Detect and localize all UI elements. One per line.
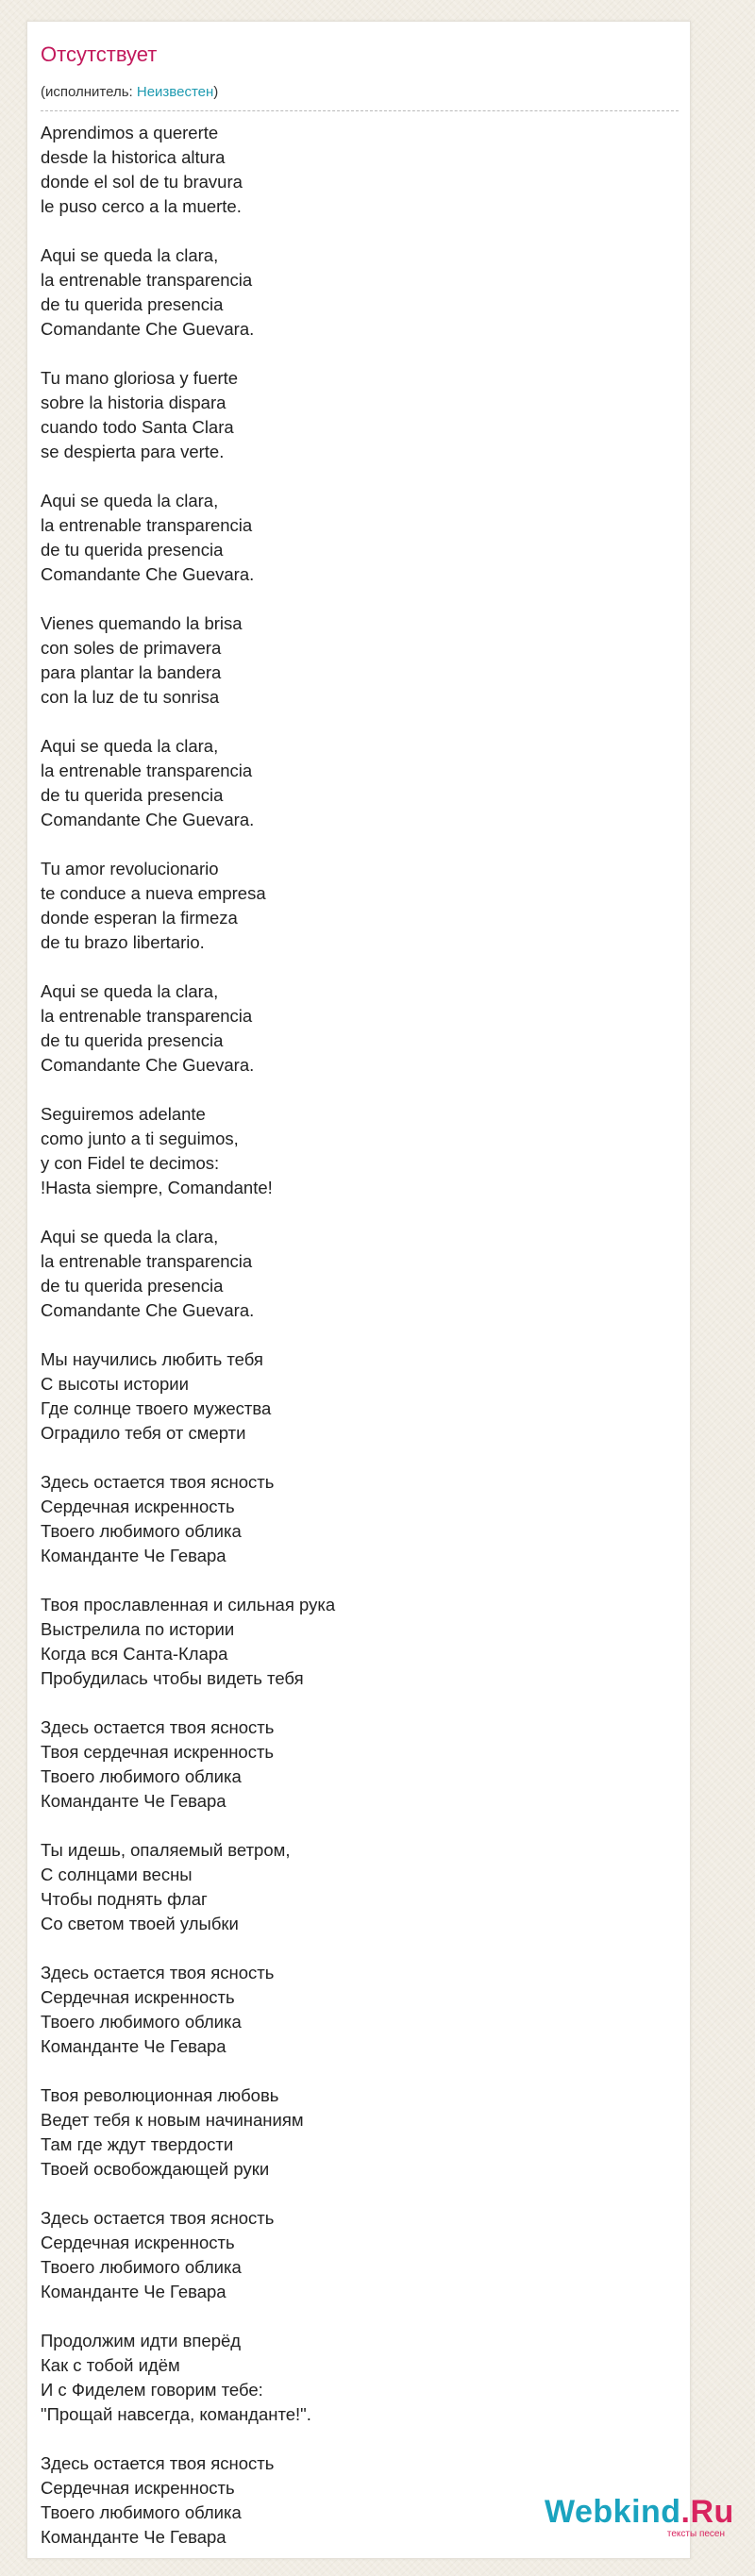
lyric-line: Команданте Че Гевара xyxy=(41,1546,226,1565)
logo-tagline: тексты песен xyxy=(666,2529,725,2539)
lyrics-stanza xyxy=(41,2206,673,2304)
lyric-line: Пробудилась чтобы видеть тебя xyxy=(41,1668,304,1688)
lyrics-body xyxy=(41,121,673,2574)
lyric-line: con soles de primavera xyxy=(41,638,222,658)
lyrics-stanza xyxy=(41,489,673,587)
lyric-line: Tu amor revolucionario xyxy=(41,859,219,878)
lyric-line: Сердечная искренность xyxy=(41,1987,235,2007)
lyric-line: Мы научились любить тебя xyxy=(41,1349,263,1369)
lyrics-stanza xyxy=(41,121,673,219)
lyric-line: Твоей освобождающей руки xyxy=(41,2159,270,2179)
lyric-line: Здесь остается твоя ясность xyxy=(41,2208,275,2228)
lyric-line: Vienes quemando la brisa xyxy=(41,613,243,633)
lyrics-stanza xyxy=(41,1347,673,1446)
lyric-line: Comandante Che Guevara. xyxy=(41,564,255,584)
lyric-line: Comandante Che Guevara. xyxy=(41,319,255,339)
lyric-line: Aqui se queda la clara, xyxy=(41,245,219,265)
lyric-line: Команданте Че Гевара xyxy=(41,2282,226,2301)
lyric-line: de tu querida presencia xyxy=(41,1030,224,1050)
lyric-line: donde esperan la firmeza xyxy=(41,908,238,928)
lyric-line: de tu querida presencia xyxy=(41,785,224,805)
lyric-line: Как с тобой идём xyxy=(41,2355,180,2375)
lyric-line: de tu querida presencia xyxy=(41,294,224,314)
lyrics-stanza xyxy=(41,1715,673,1814)
lyric-line: Оградило тебя от смерти xyxy=(41,1423,246,1443)
lyrics-stanza xyxy=(41,611,673,710)
lyric-line: Команданте Че Гевара xyxy=(41,2527,226,2547)
lyric-line: Чтобы поднять флаг xyxy=(41,1889,208,1909)
lyric-line: Твоего любимого облика xyxy=(41,1521,242,1541)
lyric-line: de tu querida presencia xyxy=(41,540,224,560)
lyrics-stanza xyxy=(41,1838,673,1936)
lyric-line: Твоя революционная любовь xyxy=(41,2085,279,2105)
logo-wordmark xyxy=(545,2494,734,2530)
lyrics-stanza xyxy=(41,2083,673,2182)
lyric-line: "Прощай навсегда, команданте!". xyxy=(41,2404,311,2424)
lyrics-stanza xyxy=(41,979,673,1078)
lyric-line: Там где ждут твердости xyxy=(41,2134,234,2154)
lyric-line: la entrenable transparencia xyxy=(41,270,253,290)
song-header xyxy=(41,42,679,111)
lyric-line: desde la historica altura xyxy=(41,147,226,167)
lyric-line: Твоего любимого облика xyxy=(41,2502,242,2522)
lyric-line: Ты идешь, опаляемый ветром, xyxy=(41,1840,291,1860)
lyric-line: Твоего любимого облика xyxy=(41,1766,242,1786)
lyric-line: Здесь остается твоя ясность xyxy=(41,1717,275,1737)
lyrics-card xyxy=(26,21,691,2559)
site-logo[interactable] xyxy=(545,2494,734,2541)
lyric-line: !Hasta siempre, Comandante! xyxy=(41,1178,273,1197)
song-title: Отсутствует xyxy=(41,42,158,66)
logo-main-text: Webkind xyxy=(545,2494,681,2530)
lyric-line: Здесь остается твоя ясность xyxy=(41,1963,275,1982)
lyric-line: Где солнце твоего мужества xyxy=(41,1398,272,1418)
lyric-line: Твоя сердечная искренность xyxy=(41,1742,275,1762)
lyric-line: sobre la historia dispara xyxy=(41,393,226,412)
lyric-line: la entrenable transparencia xyxy=(41,1251,253,1271)
lyric-line: con la luz de tu sonrisa xyxy=(41,687,220,707)
lyric-line: Aqui se queda la clara, xyxy=(41,981,219,1001)
lyrics-stanza xyxy=(41,366,673,464)
lyric-line: Aqui se queda la clara, xyxy=(41,1227,219,1246)
lyrics-stanza xyxy=(41,857,673,955)
lyric-line: la entrenable transparencia xyxy=(41,761,253,780)
lyric-line: Сердечная искренность xyxy=(41,1497,235,1516)
lyric-line: la entrenable transparencia xyxy=(41,515,253,535)
lyric-line: Твоего любимого облика xyxy=(41,2257,242,2277)
lyric-line: Твоя прославленная и сильная рука xyxy=(41,1595,336,1614)
lyric-line: se despierta para verte. xyxy=(41,442,225,461)
lyric-line: Выстрелила по истории xyxy=(41,1619,235,1639)
lyric-line: Твоего любимого облика xyxy=(41,2012,242,2032)
lyric-line: donde el sol de tu bravura xyxy=(41,172,243,192)
lyric-line: Comandante Che Guevara. xyxy=(41,1300,255,1320)
lyric-line: Когда вся Санта-Клара xyxy=(41,1644,228,1664)
lyric-line: С солнцами весны xyxy=(41,1865,193,1884)
lyric-line: le puso cerco a la muerte. xyxy=(41,196,242,216)
lyrics-stanza xyxy=(41,1961,673,2059)
lyric-line: Сердечная искренность xyxy=(41,2233,235,2252)
lyric-line: С высоты истории xyxy=(41,1374,189,1394)
lyric-line: Comandante Che Guevara. xyxy=(41,810,255,829)
lyric-line: И с Фиделем говорим тебе: xyxy=(41,2380,263,2400)
lyric-line: para plantar la bandera xyxy=(41,662,222,682)
lyrics-stanza xyxy=(41,243,673,342)
lyric-line: como junto a ti seguimos, xyxy=(41,1129,239,1148)
lyric-line: Aprendimos a quererte xyxy=(41,123,219,142)
lyric-line: Здесь остается твоя ясность xyxy=(41,1472,275,1492)
lyrics-stanza xyxy=(41,1470,673,1568)
artist-suffix: ) xyxy=(213,84,219,100)
lyric-line: Со светом твоей улыбки xyxy=(41,1914,239,1933)
lyric-line: y con Fidel te decimos: xyxy=(41,1153,220,1173)
lyric-line: Comandante Che Guevara. xyxy=(41,1055,255,1075)
artist-link[interactable]: Неизвестен xyxy=(136,84,214,100)
lyric-line: Tu mano gloriosa y fuerte xyxy=(41,368,239,388)
lyrics-stanza xyxy=(41,1102,673,1200)
lyric-line: Ведет тебя к новым начинаниям xyxy=(41,2110,304,2130)
logo-tld-text: .Ru xyxy=(680,2494,734,2530)
lyric-line: Команданте Че Гевара xyxy=(41,2036,226,2056)
artist-prefix: (исполнитель: xyxy=(41,84,137,100)
lyric-line: Сердечная искренность xyxy=(41,2478,235,2498)
lyric-line: Продолжим идти вперёд xyxy=(41,2331,242,2350)
lyric-line: te conduce a nueva empresa xyxy=(41,883,266,903)
lyric-line: cuando todo Santa Clara xyxy=(41,417,234,437)
lyric-line: de tu querida presencia xyxy=(41,1276,224,1296)
lyric-line: Aqui se queda la clara, xyxy=(41,736,219,756)
lyric-line: de tu brazo libertario. xyxy=(41,932,205,952)
lyric-line: Команданте Че Гевара xyxy=(41,1791,226,1811)
lyrics-stanza xyxy=(41,2329,673,2427)
lyric-line: Aqui se queda la clara, xyxy=(41,491,219,510)
lyric-line: Здесь остается твоя ясность xyxy=(41,2453,275,2473)
artist-line xyxy=(41,84,218,101)
lyric-line: Seguiremos adelante xyxy=(41,1104,206,1124)
lyrics-stanza xyxy=(41,1225,673,1323)
lyrics-stanza xyxy=(41,1593,673,1691)
lyrics-stanza xyxy=(41,734,673,832)
lyric-line: la entrenable transparencia xyxy=(41,1006,253,1026)
